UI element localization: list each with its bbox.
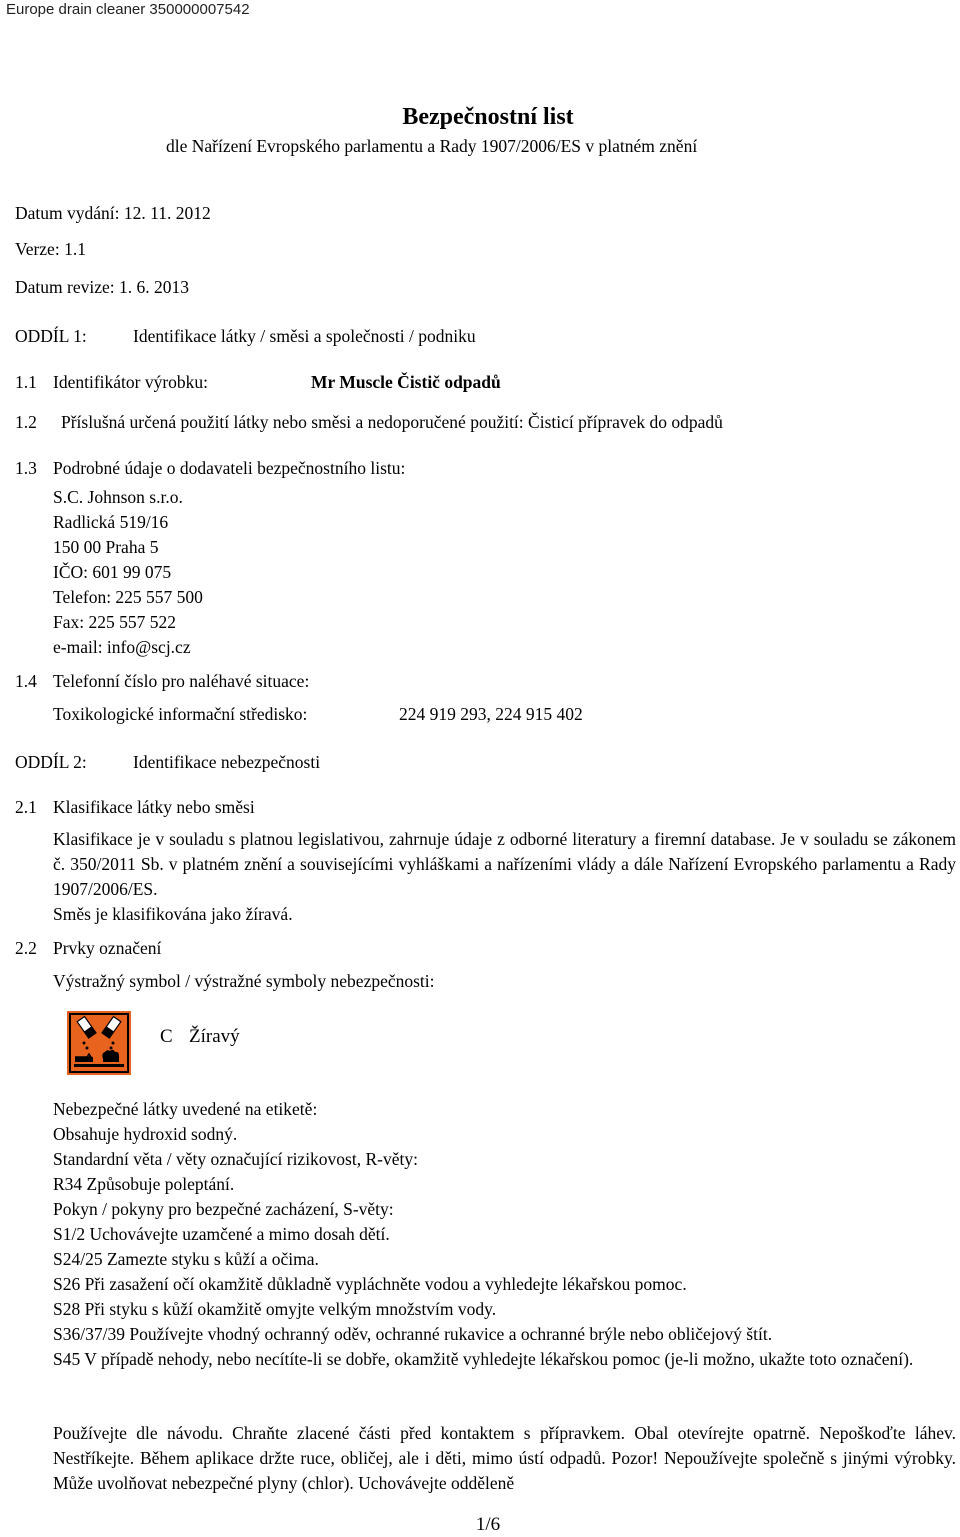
supplier-phone: Telefon: 225 557 500 [53,587,203,607]
s1-1-number: 1.1 [15,372,37,392]
supplier-company: S.C. Johnson s.r.o. [53,487,183,507]
supplier-details [53,485,203,660]
s1-4-number: 1.4 [15,671,37,691]
emergency-numbers: 224 919 293, 224 915 402 [399,704,583,724]
label-line: Standardní věta / věty označující rizikovost, R-věty: [53,1149,418,1169]
section2-title: Identifikace nebezpečnosti [133,752,321,772]
s2-1-number: 2.1 [15,797,37,817]
section1-title: Identifikace látky / směsi a společnosti / podniku [133,326,476,346]
s1-3-number: 1.3 [15,458,37,478]
symbol-code: C [160,1026,173,1047]
s1-3-text: Podrobné údaje o dodavateli bezpečnostního listu: [53,458,406,478]
s2-2-text: Prvky označení [53,938,162,958]
supplier-email: e-mail: info@scj.cz [53,637,191,657]
label-line: Pokyn / pokyny pro bezpečné zacházení, S-věty: [53,1199,394,1219]
label-line: S28 Při styku s kůží okamžitě omyjte velkým množstvím vody. [53,1299,497,1319]
corrosive-icon [67,1011,131,1075]
label-line: S24/25 Zamezte styku s kůží a očima. [53,1249,319,1269]
label-line: Nebezpečné látky uvedené na etiketě: [53,1099,318,1119]
issue-date: Datum vydání: 12. 11. 2012 [15,203,211,223]
label-line: Obsahuje hydroxid sodný. [53,1124,238,1144]
s1-2-number: 1.2 [15,412,37,432]
classification-result: Směs je klasifikována jako žíravá. [53,904,293,924]
revision-date: Datum revize: 1. 6. 2013 [15,277,189,297]
symbol-name: Žíravý [189,1026,240,1047]
document-label: Europe drain cleaner 350000007542 [6,1,250,18]
page-title: Bezpečnostní list [402,104,574,130]
s1-1-label: Identifikátor výrobku: [53,372,209,392]
label-line: R34 Způsobuje poleptání. [53,1174,235,1194]
classification-text: Klasifikace je v souladu s platnou legislativou, zahrnuje údaje z odborné literatury a firemní database. Je v souladu se zákonem č. 350/2011 Sb. v platném znění a souvisejícími vyhláškami a nařízeními vlády a dále Nařízení Evropského parlamentu a Rady 1907/2006/ES. [53,829,956,899]
product-name: Mr Muscle Čistič odpadů [311,372,501,392]
s1-4-text: Telefonní číslo pro naléhavé situace: [53,671,310,691]
section1-label: ODDÍL 1: [15,326,87,346]
s1-2-text: Příslušná určená použití látky nebo směsi a nedoporučené použití: Čisticí přípravek do odpadů [61,412,723,432]
label-line: S36/37/39 Používejte vhodný ochranný oděv, ochranné rukavice a ochranné brýle nebo obličejový štít. [53,1324,773,1344]
label-line: S26 Při zasažení očí okamžitě důkladně vypláchněte vodou a vyhledejte lékařskou pomoc. [53,1274,687,1294]
emergency-label: Toxikologické informační středisko: [53,704,308,724]
supplier-ico: IČO: 601 99 075 [53,562,172,582]
section2-label: ODDÍL 2: [15,752,87,772]
version: Verze: 1.1 [15,239,86,259]
supplier-city: 150 00 Praha 5 [53,537,159,557]
supplier-fax: Fax: 225 557 522 [53,612,176,632]
label-elements [53,1097,772,1347]
s2-2-number: 2.2 [15,938,37,958]
label-line: S1/2 Uchovávejte uzamčené a mimo dosah dětí. [53,1224,390,1244]
usage-text: Používejte dle návodu. Chraňte zlacené části před kontaktem s přípravkem. Obal otevírejte opatrně. Nepoškoďte láhev. Nestříkejte. Během aplikace držte ruce, obličej, ale i děti, mimo ústí odpadů. Pozor! Nepoužívejte společně s jinými výrobky. Může uvolňovat nebezpečné plyny (chlor). Uchovávejte odděleně [53,1423,956,1493]
page-number: 1/6 [475,1514,501,1535]
s45-text: S45 V případě nehody, nebo necítíte-li se dobře, okamžitě vyhledejte lékařskou pomoc (je-li možno, ukažte toto označení). [53,1349,914,1369]
page-subtitle: dle Nařízení Evropského parlamentu a Rady 1907/2006/ES v platném znění [166,136,698,156]
s2-1-text: Klasifikace látky nebo směsi [53,797,255,817]
supplier-street: Radlická 519/16 [53,512,169,532]
symbol-heading: Výstražný symbol / výstražné symboly nebezpečnosti: [53,971,435,991]
